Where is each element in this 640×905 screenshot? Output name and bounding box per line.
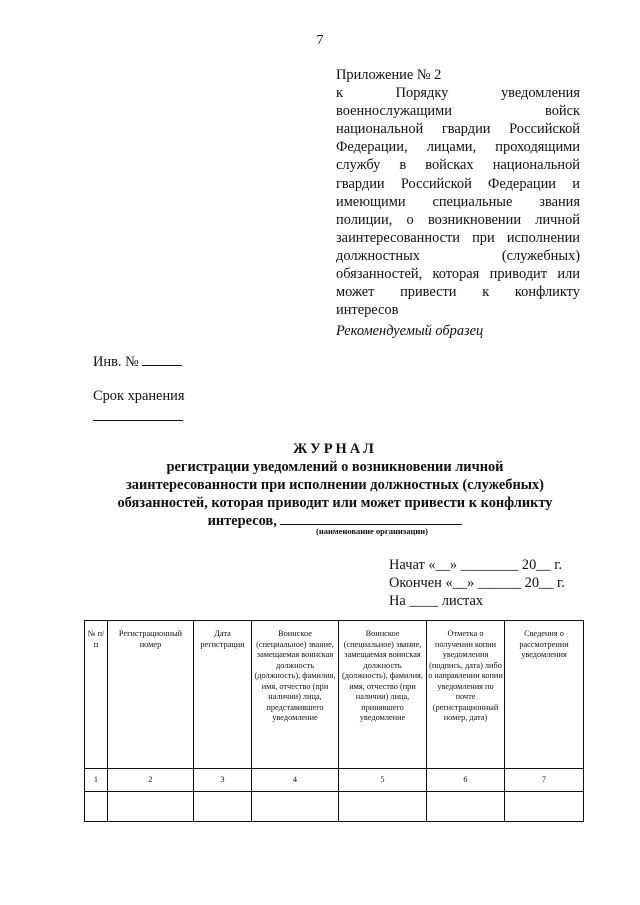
- appendix-line: национальной гвардии Российской: [336, 121, 580, 138]
- registration-table: [84, 620, 584, 822]
- title-line-organization: интересов,: [60, 512, 610, 530]
- appendix-line: Федерации, лицами, проходящими: [336, 139, 580, 156]
- page-number: 7: [316, 33, 324, 48]
- started-date: Начат «__» ________ 20__ г.: [389, 557, 563, 573]
- table-cell: [108, 792, 194, 822]
- table-row: [85, 792, 584, 822]
- table-header-row: [85, 621, 584, 769]
- organization-caption: (наименование организации): [316, 526, 428, 536]
- title-line: заинтересованности при исполнении должностных (служебных): [126, 477, 544, 493]
- organization-blank-line: [280, 512, 462, 525]
- appendix-line: службу в войсках национальной: [336, 157, 580, 174]
- inventory-number-field: [93, 352, 182, 371]
- storage-blank-line: [93, 420, 183, 421]
- table-numbering-row: [85, 769, 584, 792]
- recommended-sample-label: Рекомендуемый образец: [336, 323, 484, 339]
- table-cell: [505, 792, 584, 822]
- storage-period-label: Срок хранения: [93, 388, 185, 404]
- appendix-line: может привести к конфликту: [336, 284, 580, 301]
- table-cell: [427, 792, 505, 822]
- appendix-line: имеющими специальные звания: [336, 193, 580, 210]
- appendix-block: [336, 66, 580, 319]
- column-header-submitter: Воинское (специальное) звание, замещаемая воинская должность (должность), фамилия, имя, отчество (при наличии) лица, представившего уведомление: [252, 621, 339, 769]
- column-number: 6: [427, 769, 505, 792]
- column-number: 5: [339, 769, 427, 792]
- appendix-line: должностных (служебных): [336, 247, 580, 264]
- appendix-line: к Порядку уведомления: [336, 85, 580, 102]
- journal-period: [389, 556, 565, 610]
- appendix-title: Приложение № 2: [336, 67, 442, 83]
- table-cell: [85, 792, 108, 822]
- journal-title: [60, 440, 610, 530]
- column-header-registration-number: Регистрационный номер: [108, 621, 194, 769]
- ended-date: Окончен «__» ______ 20__ г.: [389, 575, 565, 591]
- inventory-blank-line: [142, 352, 182, 366]
- appendix-line: интересов: [336, 302, 399, 319]
- inventory-label: Инв. №: [93, 354, 139, 370]
- appendix-line: обязанностей, которая приводит или: [336, 266, 580, 283]
- title-line: регистрации уведомлений о возникновении личной: [166, 459, 504, 475]
- table-cell: [252, 792, 339, 822]
- column-number: 1: [85, 769, 108, 792]
- appendix-line: заинтересованности при исполнении: [336, 229, 580, 246]
- appendix-line: гвардии Российской Федерации и: [336, 175, 580, 192]
- column-header-review-info: Сведения о рассмотрении уведомления: [505, 621, 584, 769]
- title-line: обязанностей, которая приводит или может привести к конфликту: [117, 495, 553, 511]
- column-number: 4: [252, 769, 339, 792]
- column-number: 2: [108, 769, 194, 792]
- column-number: 3: [194, 769, 252, 792]
- column-header-receiver: Воинское (специальное) звание, замещаемая воинская должность (должность), фамилия, имя, отчество (при наличии) лица, принявшего уведомление: [339, 621, 427, 769]
- appendix-line: военнослужащими войск: [336, 103, 580, 120]
- column-header-copy-mark: Отметка о получении копии уведомления (подпись, дата) либо о направлении копии уведомления по почте (регистрационный номер, дата): [427, 621, 505, 769]
- sheets-count: На ____ листах: [389, 593, 484, 609]
- column-header-registration-date: Дата регистрации: [194, 621, 252, 769]
- table-cell: [194, 792, 252, 822]
- journal-heading: ЖУРНАЛ: [293, 441, 377, 457]
- appendix-line: полиции, о возникновении личной: [336, 211, 580, 228]
- column-number: 7: [505, 769, 584, 792]
- table-cell: [339, 792, 427, 822]
- column-header-number: № п/п: [85, 621, 108, 769]
